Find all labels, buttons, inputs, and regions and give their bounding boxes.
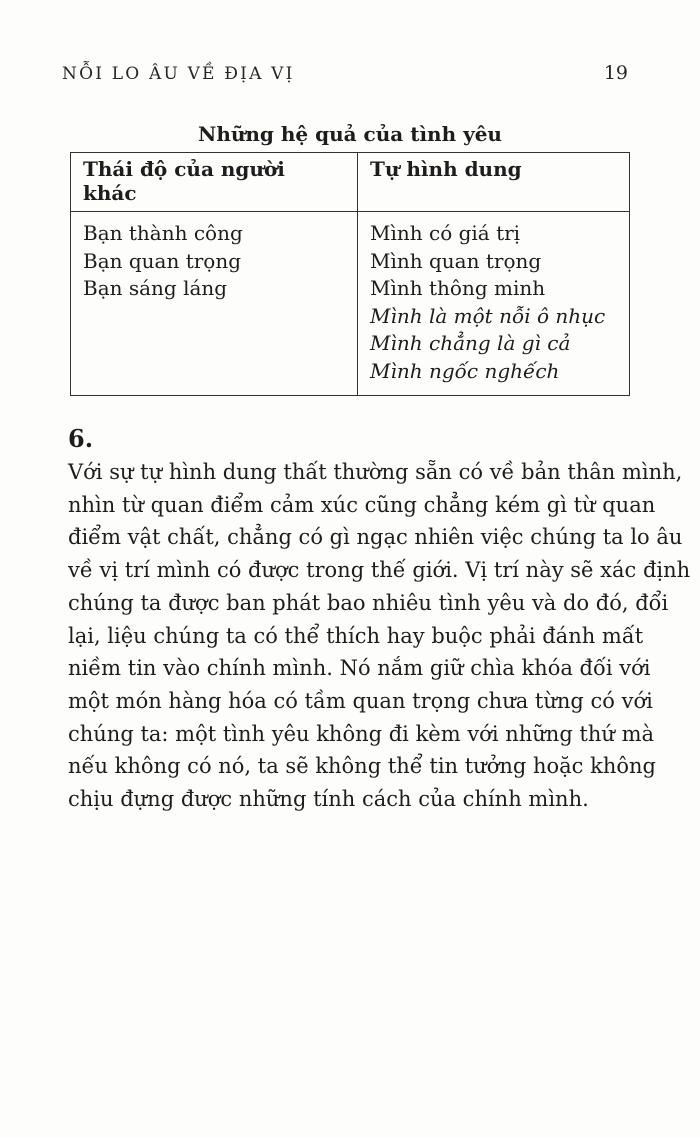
column-header-self-image: Tự hình dung xyxy=(358,153,630,212)
paragraph-line: điểm vật chất, chẳng có gì ngạc nhiên việc chúng ta lo âu xyxy=(68,525,683,550)
cell-line: Bạn sáng láng xyxy=(83,276,228,300)
cell-line: Mình có giá trị xyxy=(370,221,521,245)
table-row xyxy=(71,212,630,396)
paragraph-line: chúng ta: một tình yêu không đi kèm với những thứ mà xyxy=(68,721,655,746)
running-header-title: NỖI LO ÂU VỀ ĐỊA VỊ xyxy=(62,64,295,84)
page-number: 19 xyxy=(603,62,628,84)
cell-line-italic: Mình chẳng là gì cả xyxy=(370,331,571,355)
paragraph-line: chịu đựng được những tính cách của chính mình. xyxy=(68,787,589,812)
self-image-cell xyxy=(358,212,630,396)
cell-line: Bạn quan trọng xyxy=(83,248,242,273)
cell-line: Bạn thành công xyxy=(83,221,243,245)
paragraph-line: về vị trí mình có được trong thế giới. Vị trí này sẽ xác định xyxy=(68,558,691,583)
column-header-others-attitude: Thái độ của người khác xyxy=(71,153,358,212)
paragraph-line: nếu không có nó, ta sẽ không thể tin tưởng hoặc không xyxy=(68,754,656,779)
paragraph-line: lại, liệu chúng ta có thể thích hay buộc phải đánh mất xyxy=(68,623,644,648)
paragraph-line: nhìn từ quan điểm cảm xúc cũng chẳng kém gì từ quan xyxy=(68,492,656,517)
cell-line-italic: Mình là một nỗi ô nhục xyxy=(370,303,606,328)
paragraph-line: Với sự tự hình dung thất thường sẵn có về bản thân mình, xyxy=(68,460,683,484)
paragraph-line: niềm tin vào chính mình. Nó nắm giữ chìa khóa đối với xyxy=(68,656,651,681)
cell-line: Mình quan trọng xyxy=(370,248,542,273)
table-header-row xyxy=(71,153,630,212)
cell-line-italic: Mình ngốc nghếch xyxy=(370,358,560,383)
cell-line: Mình thông minh xyxy=(370,276,546,300)
table-title: Những hệ quả của tình yêu xyxy=(198,122,502,146)
section-paragraph xyxy=(68,456,691,816)
paragraph-line: chúng ta được ban phát bao nhiêu tình yêu và do đó, đổi xyxy=(68,590,669,615)
others-attitude-cell xyxy=(71,212,358,396)
paragraph-line: một món hàng hóa có tầm quan trọng chưa từng có với xyxy=(68,688,653,713)
section-number: 6. xyxy=(68,424,94,453)
consequences-table xyxy=(70,152,630,396)
